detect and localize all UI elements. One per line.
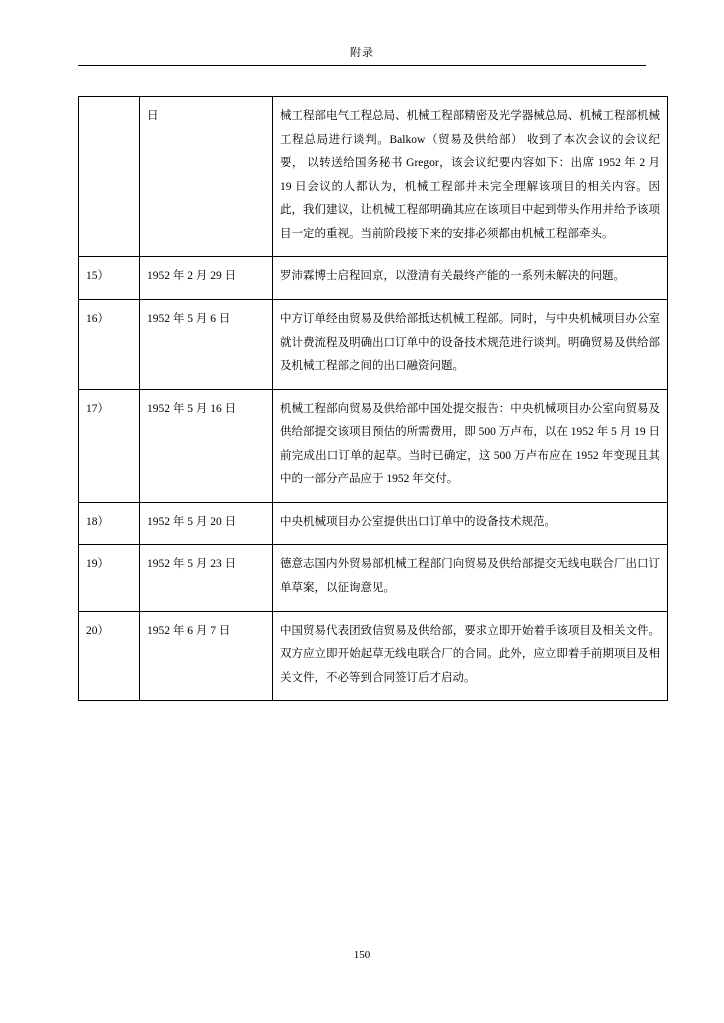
row-body-cell: 中央机械项目办公室提供出口订单中的设备技术规范。 [273, 502, 668, 545]
table-row [79, 389, 668, 502]
row-date-cell: 日 [140, 97, 273, 257]
row-number-cell [79, 97, 140, 257]
table-row [79, 299, 668, 389]
header-divider [78, 65, 646, 66]
row-date-cell: 1952 年 5 月 23 日 [140, 545, 273, 611]
row-date-cell: 1952 年 2 月 29 日 [140, 257, 273, 300]
page-header: 附录 [350, 47, 374, 59]
table-row [79, 97, 668, 257]
row-body-cell: 机械工程部向贸易及供给部中国处提交报告：中央机械项目办公室向贸易及供给部提交该项目预估的所需费用，即 500 万卢布，以在 1952 年 5 月 19 日前完成出口订单的起草。当时已确定，这 500 万卢布应在 1952 年变现且其中的一部分产品应于 1952 年交付。 [273, 389, 668, 502]
table-row [79, 611, 668, 701]
row-body-cell: 中方订单经由贸易及供给部抵达机械工程部。同时，与中央机械项目办公室就计费流程及明确出口订单中的设备技术规范进行谈判。明确贸易及供给部及机械工程部之间的出口融资问题。 [273, 299, 668, 389]
row-body-cell: 中国贸易代表团致信贸易及供给部，要求立即开始着手该项目及相关文件。双方应立即开始起草无线电联合厂的合同。此外，应立即着手前期项目及相关文件，不必等到合同签订后才启动。 [273, 611, 668, 701]
table-row [79, 257, 668, 300]
row-body-cell: 械工程部电气工程总局、机械工程部精密及光学器械总局、机械工程部机械工程总局进行谈判。Balkow（贸易及供给部） 收到了本次会议的会议纪要， 以转送给国务秘书 Gregor，该会议纪要内容如下：出席 1952 年 2 月 19 日会议的人都认为，机械工程部并未完全理解该项目的相关内容。因此，我们建议，让机械工程部明确其应在该项目中起到带头作用并给予该项目一定的重视。当前阶段接下来的安排必须都由机械工程部牵头。 [273, 97, 668, 257]
page-number: 150 [353, 949, 371, 961]
row-number-cell: 20） [79, 611, 140, 701]
row-number-cell: 17） [79, 389, 140, 502]
row-number-cell: 16） [79, 299, 140, 389]
row-date-cell: 1952 年 5 月 6 日 [140, 299, 273, 389]
row-date-cell: 1952 年 6 月 7 日 [140, 611, 273, 701]
appendix-table [78, 96, 668, 701]
row-body-cell: 德意志国内外贸易部机械工程部门向贸易及供给部提交无线电联合厂出口订单草案，以征询意见。 [273, 545, 668, 611]
row-body-cell: 罗沛霖博士启程回京，以澄清有关最终产能的一系列未解决的问题。 [273, 257, 668, 300]
row-date-cell: 1952 年 5 月 16 日 [140, 389, 273, 502]
table-body [79, 97, 668, 701]
table-row [79, 545, 668, 611]
row-number-cell: 18） [79, 502, 140, 545]
row-date-cell: 1952 年 5 月 20 日 [140, 502, 273, 545]
row-number-cell: 19） [79, 545, 140, 611]
row-number-cell: 15） [79, 257, 140, 300]
table-row [79, 502, 668, 545]
